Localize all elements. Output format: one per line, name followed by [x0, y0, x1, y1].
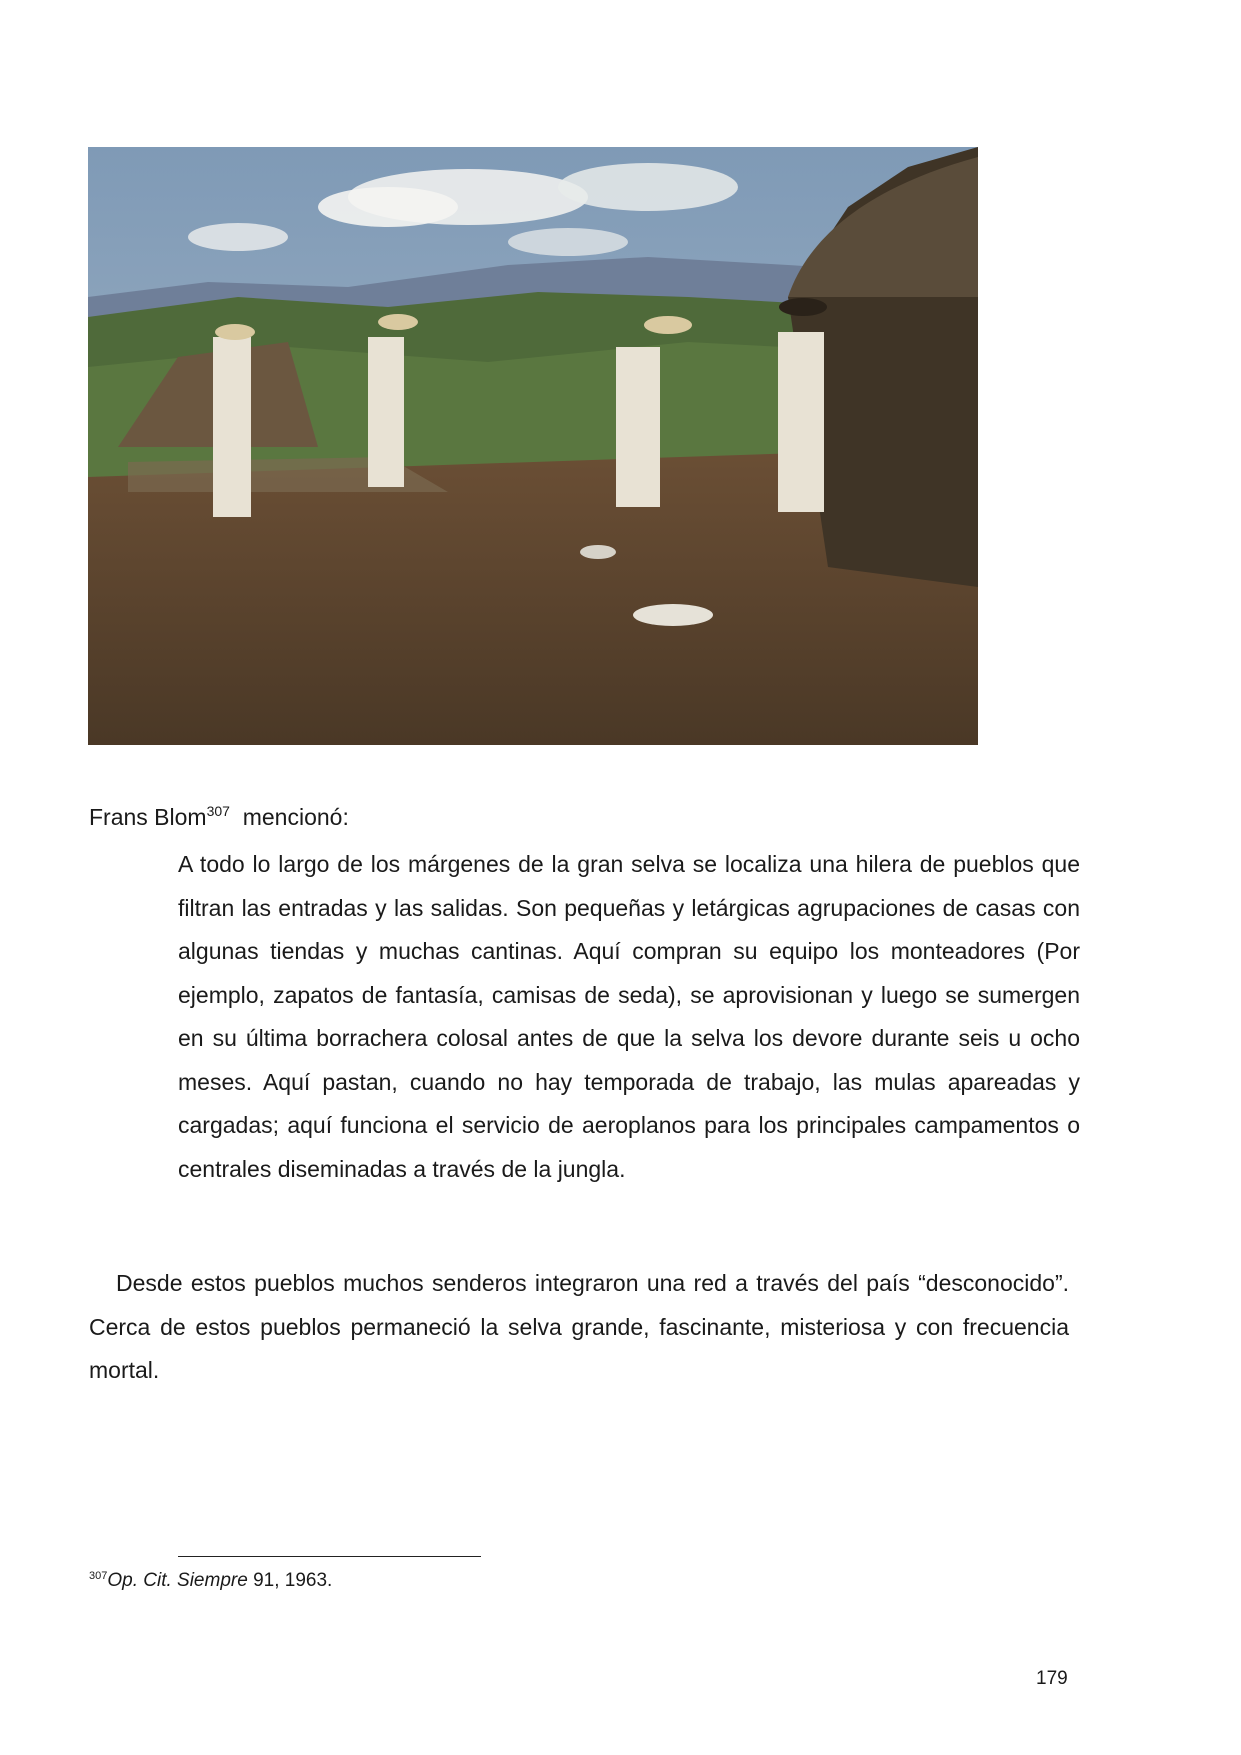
footnote-citation-rest: 91, 1963.	[247, 1570, 333, 1591]
block-quote: A todo lo largo de los márgenes de la gran selva se localiza una hilera de pueblos que filtran las entradas y las salidas. Son pequeñas y letárgicas agrupaciones de casas con algunas tiendas y muchas cantinas. Aquí compran su equipo los monteadores (Por ejemplo, zapatos de fantasía, camisas de seda), se aprovisionan y luego se sumergen en su última borrachera colosal antes de que la selva los devore durante seis u ocho meses. Aquí pastan, cuando no hay temporada de trabajo, las mulas apareadas y cargadas; aquí funciona el servicio de aeroplanos para los principales campamentos o centrales diseminadas a través de la jungla.	[178, 851, 1080, 1182]
footnote	[89, 1568, 332, 1594]
footnote-reference: 307	[206, 803, 230, 819]
page-number: 179	[1036, 1668, 1068, 1689]
village-scene-illustration	[88, 147, 978, 745]
intro-verb: mencionó:	[242, 804, 349, 830]
footnote-number: 307	[89, 1570, 108, 1582]
footnote-separator	[178, 1556, 481, 1557]
author-name: Frans Blom	[89, 804, 207, 830]
quote-intro	[89, 800, 349, 834]
body-paragraph: Desde estos pueblos muchos senderos integraron una red a través del país “desconocido”. Cerca de estos pueblos permaneció la selva grande, fascinante, misteriosa y con frecuencia mortal.	[89, 1270, 1069, 1383]
photograph-village-scene	[88, 147, 978, 745]
footnote-citation-italic: Op. Cit. Siempre	[107, 1570, 248, 1591]
